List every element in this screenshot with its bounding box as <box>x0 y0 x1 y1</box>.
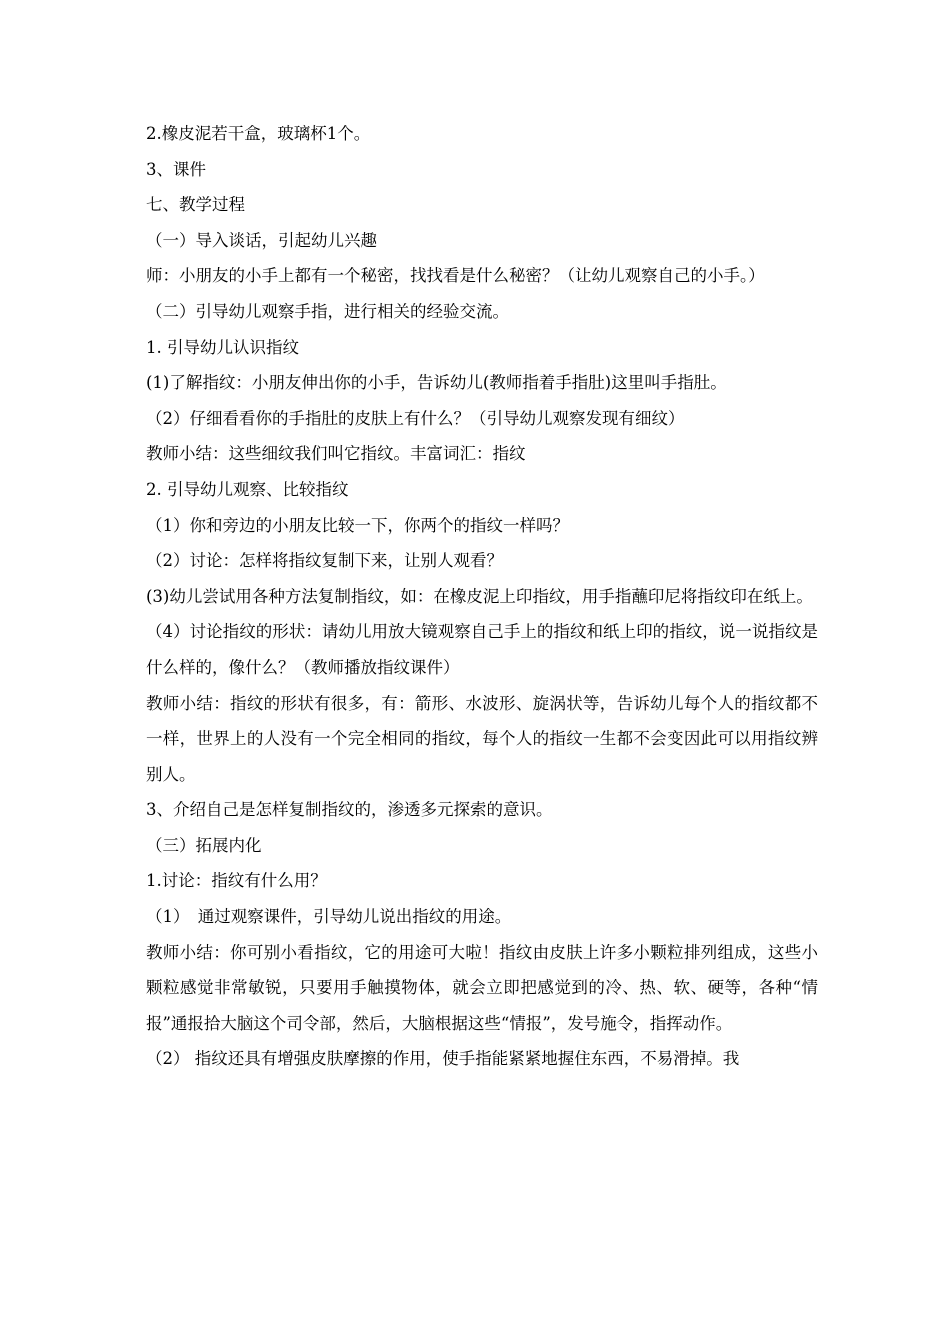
paragraph-discuss-copy: （2）讨论：怎样将指纹复制下来，让别人观看？ <box>146 551 503 571</box>
section-heading-teaching-process: 七、教学过程 <box>146 195 245 215</box>
paragraph-try-copy: (3)幼儿尝试用各种方法复制指纹，如：在橡皮泥上印指纹，用手指蘸印尼将指纹印在纸上。 <box>146 586 813 606</box>
paragraph-compare-friend: （1）你和旁边的小朋友比较一下，你两个的指纹一样吗？ <box>146 515 569 535</box>
paragraph-understand-fingerprint: (1)了解指纹：小朋友伸出你的小手，告诉幼儿(教师指着手指肚)这里叫手指肚。 <box>146 373 727 393</box>
item-heading-recognize-fingerprint: 1. 引导幼儿认识指纹 <box>146 337 299 357</box>
paragraph-summary-shape: 教师小结：指纹的形状有很多，有：箭形、水波形、旋涡状等，告诉幼儿每个人的指纹都不一样，世界上的人没有一个完全相同的指纹，每个人的指纹一生都不会变因此可以用指纹辨别人。 <box>146 693 818 784</box>
paragraph-look-closely: （2）仔细看看你的手指肚的皮肤上有什么？（引导幼儿观察发现有细纹） <box>146 408 685 428</box>
paragraph-teacher-intro: 师：小朋友的小手上都有一个秘密，找找看是什么秘密？（让幼儿观察自己的小手。） <box>146 266 765 286</box>
document-page <box>146 116 818 1077</box>
item-heading-discuss-use: 1.讨论：指纹有什么用？ <box>146 871 327 891</box>
paragraph-discuss-shape: （4）讨论指纹的形状：请幼儿用放大镜观察自己手上的指纹和纸上印的指纹，说一说指纹是什么样的，像什么？（教师播放指纹课件） <box>146 622 818 677</box>
item-heading-introduce-copy: 3、介绍自己是怎样复制指纹的，渗透多元探索的意识。 <box>146 800 553 820</box>
paragraph-courseware: 3、课件 <box>146 159 206 179</box>
subsection-heading-introduction: （一）导入谈话，引起幼儿兴趣 <box>146 230 377 250</box>
paragraph-summary-fingerprint: 教师小结：这些细纹我们叫它指纹。丰富词汇：指纹 <box>146 444 526 464</box>
paragraph-materials: 2.橡皮泥若干盒，玻璃杯1个。 <box>146 124 371 143</box>
subsection-heading-extension: （三）拓展内化 <box>146 835 262 855</box>
item-heading-compare-fingerprint: 2. 引导幼儿观察、比较指纹 <box>146 479 349 499</box>
paragraph-friction: （2） 指纹还具有增强皮肤摩擦的作用，使手指能紧紧地握住东西，不易滑掉。我 <box>146 1049 740 1069</box>
paragraph-summary-use: 教师小结：你可别小看指纹，它的用途可大啦！指纹由皮肤上许多小颗粒排列组成，这些小颗粒感觉非常敏锐，只要用手触摸物体，就会立即把感觉到的冷、热、软、硬等，各种“情报”通报拾大脑这个司令部，然后，大脑根据这些“情报”，发号施令，指挥动作。 <box>146 942 818 1033</box>
subsection-heading-observe-fingers: （二）引导幼儿观察手指，进行相关的经验交流。 <box>146 301 509 321</box>
paragraph-observe-courseware: （1） 通过观察课件，引导幼儿说出指纹的用途。 <box>146 907 512 927</box>
